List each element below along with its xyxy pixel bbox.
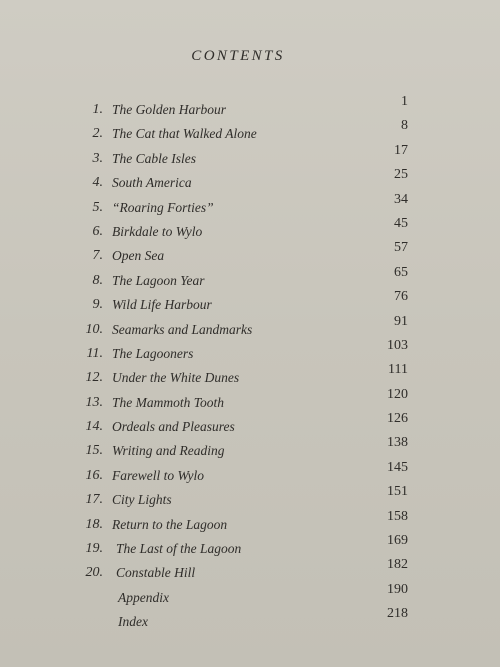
chapter-number: 19. bbox=[85, 541, 103, 557]
page-number: 45 bbox=[394, 215, 408, 231]
chapter-number: 9. bbox=[92, 297, 103, 313]
chapter-number: 18. bbox=[85, 516, 103, 532]
chapter-number: 7. bbox=[92, 248, 103, 264]
page-number: 91 bbox=[394, 313, 408, 329]
chapter-title: The Last of the Lagoon bbox=[116, 541, 242, 557]
chapter-number: 12. bbox=[85, 370, 103, 386]
contents-list bbox=[0, 90, 500, 630]
contents-entry bbox=[0, 553, 500, 581]
page-number: 190 bbox=[387, 581, 408, 597]
page-number: 25 bbox=[394, 167, 408, 183]
contents-entry bbox=[0, 310, 500, 337]
page-number: 218 bbox=[387, 606, 408, 622]
chapter-number: 11. bbox=[86, 345, 103, 361]
chapter-title: Wild Life Harbour bbox=[112, 297, 212, 313]
page-number: 103 bbox=[387, 337, 408, 353]
contents-entry bbox=[0, 602, 500, 630]
page-number: 120 bbox=[387, 386, 408, 402]
chapter-title: The Lagoon Year bbox=[112, 272, 205, 288]
contents-entry bbox=[0, 163, 500, 191]
page-number: 111 bbox=[388, 362, 408, 378]
page-number: 17 bbox=[394, 142, 408, 158]
chapter-number: 13. bbox=[85, 394, 103, 410]
page-number: 34 bbox=[394, 191, 408, 207]
contents-entry bbox=[0, 456, 500, 483]
chapter-title: The Lagooners bbox=[112, 345, 194, 361]
page-number: 57 bbox=[394, 240, 408, 256]
page-number: 158 bbox=[387, 508, 408, 524]
page-number: 8 bbox=[401, 118, 408, 134]
page-title: CONTENTS bbox=[191, 48, 285, 64]
page-number: 169 bbox=[387, 533, 408, 549]
chapter-number: 16. bbox=[85, 467, 103, 483]
chapter-title: Ordeals and Pleasures bbox=[112, 419, 235, 435]
chapter-number: 6. bbox=[92, 223, 103, 239]
page-number: 1 bbox=[401, 94, 408, 109]
contents-entry bbox=[0, 90, 500, 117]
chapter-title: The Cable Isles bbox=[112, 150, 196, 166]
chapter-number: 20. bbox=[85, 565, 103, 581]
contents-entry bbox=[0, 480, 500, 508]
chapter-title: Constable Hill bbox=[116, 565, 196, 581]
contents-entry bbox=[0, 529, 500, 557]
index-title: Index bbox=[118, 614, 148, 630]
chapter-number: 1. bbox=[92, 102, 103, 117]
chapter-title: Open Sea bbox=[112, 248, 165, 264]
appendix-title: Appendix bbox=[118, 589, 169, 605]
contents-entry bbox=[0, 188, 500, 215]
chapter-number: 5. bbox=[92, 199, 103, 215]
contents-entry bbox=[0, 431, 500, 459]
contents-entry bbox=[0, 114, 500, 142]
page-number: 182 bbox=[387, 557, 408, 573]
contents-entry bbox=[0, 261, 500, 288]
page-number: 65 bbox=[394, 264, 408, 280]
chapter-number: 4. bbox=[92, 175, 103, 191]
contents-entry bbox=[0, 236, 500, 264]
chapter-title: South America bbox=[112, 175, 192, 191]
page-number: 151 bbox=[387, 484, 408, 500]
chapter-title: The Mammoth Tooth bbox=[112, 394, 225, 410]
chapter-title: Writing and Reading bbox=[112, 443, 225, 459]
chapter-number: 15. bbox=[85, 443, 103, 459]
chapter-number: 10. bbox=[85, 321, 103, 337]
chapter-number: 8. bbox=[92, 272, 103, 288]
chapter-title: “Roaring Forties” bbox=[112, 199, 214, 215]
contents-entry bbox=[0, 334, 500, 361]
contents-entry bbox=[0, 505, 500, 532]
chapter-title: City Lights bbox=[112, 492, 172, 508]
chapter-title: Return to the Lagoon bbox=[112, 516, 228, 532]
chapter-title: Farewell to Wylo bbox=[112, 467, 204, 483]
contents-entry bbox=[0, 383, 500, 410]
chapter-title: Under the White Dunes bbox=[112, 370, 240, 386]
contents-entry bbox=[0, 285, 500, 313]
contents-entry bbox=[0, 407, 500, 435]
contents-entry bbox=[0, 139, 500, 166]
chapter-number: 2. bbox=[92, 126, 103, 142]
contents-entry bbox=[0, 358, 500, 386]
chapter-number: 14. bbox=[85, 419, 103, 435]
contents-entry bbox=[0, 578, 500, 605]
chapter-title: The Golden Harbour bbox=[112, 102, 226, 117]
chapter-number: 17. bbox=[85, 492, 103, 508]
contents-entry bbox=[0, 212, 500, 239]
page-number: 138 bbox=[387, 435, 408, 451]
page-number: 145 bbox=[387, 459, 408, 475]
page-number: 76 bbox=[394, 289, 408, 305]
chapter-number: 3. bbox=[92, 150, 103, 166]
chapter-title: Seamarks and Landmarks bbox=[112, 321, 253, 337]
chapter-title: The Cat that Walked Alone bbox=[112, 126, 257, 142]
chapter-title: Birkdale to Wylo bbox=[112, 223, 203, 239]
page-number: 126 bbox=[387, 411, 408, 427]
